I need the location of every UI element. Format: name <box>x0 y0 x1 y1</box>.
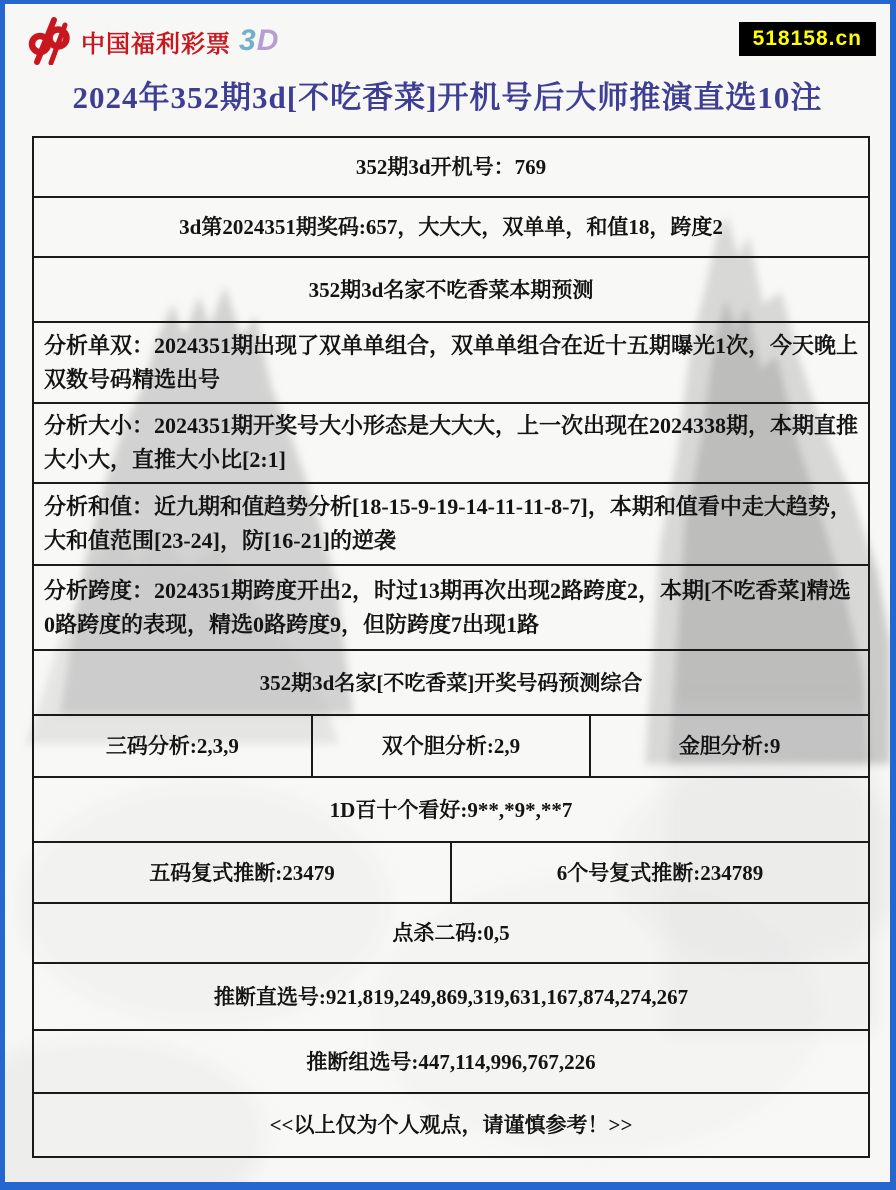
cell-double-dan-analysis <box>311 716 590 776</box>
open-number-text: 352期3d开机号：769 <box>355 155 547 179</box>
cell-six-code-duplex <box>450 843 868 902</box>
row-open-number <box>34 138 868 196</box>
china-welfare-lottery-logo <box>27 17 279 65</box>
cell-five-code-duplex <box>34 843 450 902</box>
cell-gold-dan-analysis <box>589 716 868 776</box>
prediction-table <box>32 136 870 1158</box>
row-analysis-span <box>34 564 868 649</box>
row-analysis-sum-value <box>34 482 868 564</box>
brand-d: D <box>256 24 280 57</box>
row-previous-result <box>34 196 868 256</box>
direct-selection-text: 推断直选号:921,819,249,869,319,631,167,874,274,267 <box>213 984 689 1009</box>
prediction-section-title-text: 352期3d名家不吃香菜本期预测 <box>308 277 594 302</box>
summary-title-text: 352期3d名家[不吃香菜]开奖号码预测综合 <box>259 670 643 695</box>
analysis-odd-even-text: 分析单双：2024351期出现了双单单组合，双单单组合在近十五期曝光1次，今天晚上双数号码精选出号 <box>44 332 859 392</box>
three-code-analysis-text: 三码分析:2,3,9 <box>105 734 239 758</box>
row-code-analysis <box>34 714 868 776</box>
previous-result-text: 3d第2024351期奖码:657，大大大，双单单，和值18，跨度2 <box>179 215 723 239</box>
row-analysis-big-small <box>34 402 868 482</box>
page-title: 2024年352期3d[不吃香菜]开机号后大师推演直选10注 <box>72 80 823 115</box>
row-duplex-inference <box>34 841 868 902</box>
five-code-duplex-text: 五码复式推断:23479 <box>149 860 335 885</box>
kill-two-codes-text: 点杀二码:0,5 <box>392 921 510 945</box>
1d-positions-text: 1D百十个看好:9**,*9*,**7 <box>329 797 573 822</box>
row-summary-title <box>34 649 868 714</box>
brand-3: 3 <box>239 24 257 57</box>
six-code-duplex-text: 6个号复式推断:234789 <box>556 860 764 885</box>
analysis-sum-value-text: 分析和值：近九期和值趋势分析[18-15-9-19-14-11-11-8-7]，本期和值看中走大趋势，大和值范围[23-24]，防[16-21]的逆袭 <box>44 494 852 553</box>
brand-text: 中国福利彩票 <box>81 30 231 58</box>
group-selection-text: 推断组选号:447,114,996,767,226 <box>306 1049 596 1074</box>
row-1d-positions <box>34 776 868 841</box>
cell-three-code-analysis <box>34 716 311 776</box>
cwl-emblem-icon <box>27 17 73 65</box>
analysis-span-text: 分析跨度：2024351期跨度开出2，时过13期再次出现2路跨度2，本期[不吃香菜]精选0路跨度的表现，精选0路跨度9，但防跨度7出现1路 <box>44 577 851 637</box>
row-direct-selection <box>34 962 868 1029</box>
row-group-selection <box>34 1029 868 1092</box>
site-badge: 518158.cn <box>739 22 876 56</box>
double-dan-analysis-text: 双个胆分析:2,9 <box>381 734 521 758</box>
row-disclaimer <box>34 1092 868 1156</box>
gold-dan-analysis-text: 金胆分析:9 <box>678 734 781 758</box>
header <box>27 16 882 66</box>
disclaimer-text: <<以上仅为个人观点，请谨慎参考！>> <box>269 1113 633 1137</box>
brand-3d-text <box>239 24 279 58</box>
row-analysis-odd-even <box>34 321 868 402</box>
row-prediction-section-title <box>34 256 868 321</box>
analysis-big-small-text: 分析大小：2024351期开奖号大小形态是大大大，上一次出现在2024338期，本期直推大小大，直推大小比[2:1] <box>44 413 859 472</box>
row-kill-two-codes <box>34 902 868 962</box>
